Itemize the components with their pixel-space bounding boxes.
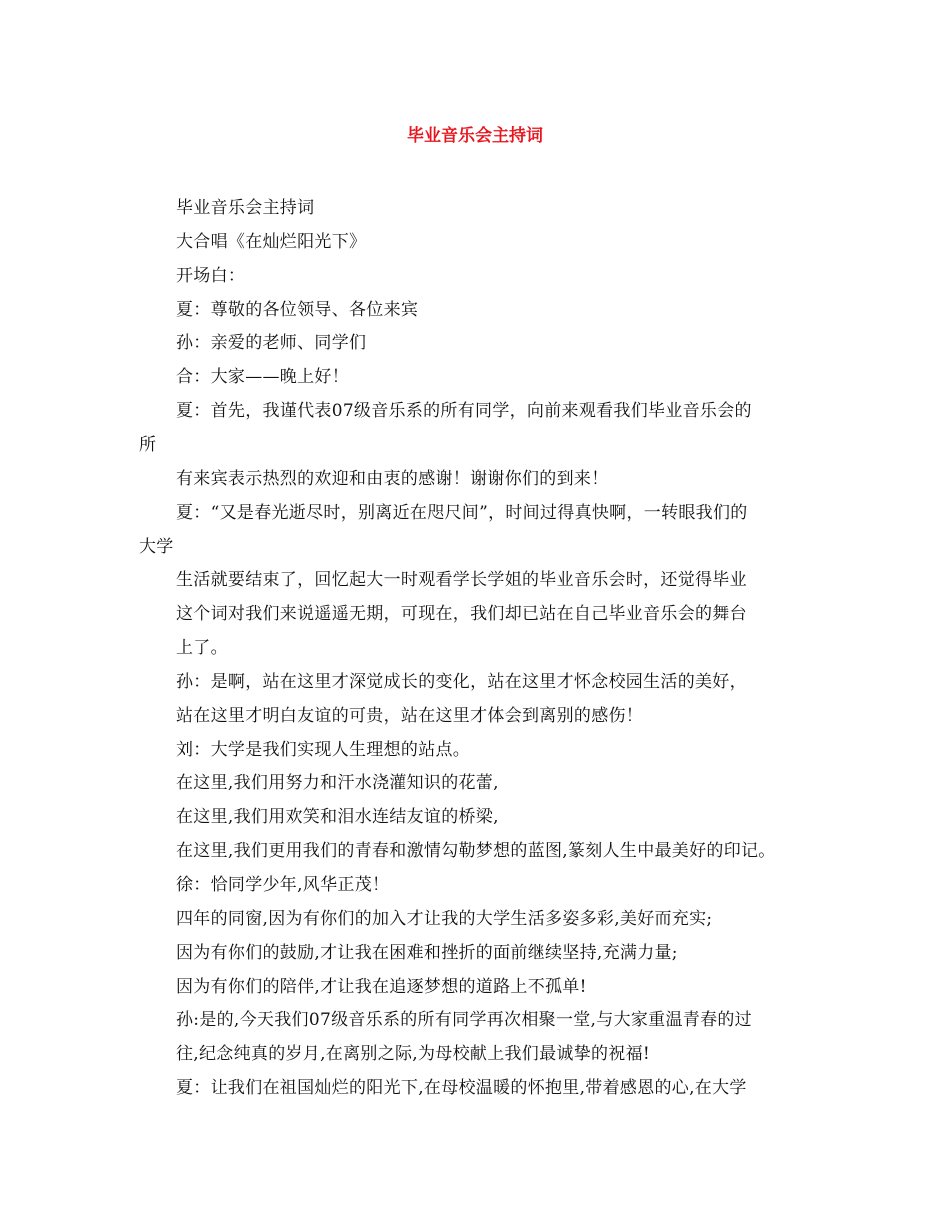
text-line: 上了。 — [176, 638, 228, 659]
text-line: 刘：大学是我们实现人生理想的站点。 — [176, 739, 471, 760]
text-line: 这个词对我们来说遥遥无期，可现在，我们却已站在自己毕业音乐会的舞台 — [176, 604, 747, 625]
text-line: 夏：“又是春光逝尽时，别离近在咫尺间”，时间过得真快啊，一转眼我们的 — [176, 502, 748, 523]
text-line: 所 — [139, 434, 157, 455]
text-line: 站在这里才明白友谊的可贵，站在这里才体会到离别的感伤！ — [176, 705, 644, 726]
text-line: 在这里,我们更用我们的青春和激情勾勒梦想的蓝图,篆刻人生中最美好的印记。 — [176, 841, 776, 862]
text-line: 徐：恰同学少年,风华正茂！ — [176, 875, 390, 895]
text-line: 因为有你们的鼓励,才让我在困难和挫折的面前继续坚持,充满力量; — [176, 942, 678, 963]
text-line: 孙：亲爱的老师、同学们 — [176, 333, 367, 354]
text-line: 毕业音乐会主持词 — [176, 198, 315, 218]
text-line: 在这里,我们用努力和汗水浇灌知识的花蕾, — [176, 773, 499, 794]
page-title: 毕业音乐会主持词 — [407, 126, 543, 146]
text-line: 生活就要结束了，回忆起大一时观看学长学姐的毕业音乐会时，还觉得毕业 — [176, 570, 747, 591]
text-line: 孙:是的,今天我们07级音乐系的所有同学再次相聚一堂,与大家重温青春的过 — [176, 1010, 752, 1031]
text-line: 夏：让我们在祖国灿烂的阳光下,在母校温暖的怀抱里,带着感恩的心,在大学 — [176, 1078, 747, 1099]
text-line: 在这里,我们用欢笑和泪水连结友谊的桥梁, — [176, 807, 499, 828]
text-line: 四年的同窗,因为有你们的加入才让我的大学生活多姿多彩,美好而充实; — [176, 908, 713, 929]
text-line: 大合唱《在灿烂阳光下》 — [176, 231, 367, 252]
text-line: 合：大家——晚上好！ — [176, 367, 349, 388]
text-line: 夏：首先，我谨代表07级音乐系的所有同学，向前来观看我们毕业音乐会的 — [176, 401, 752, 422]
text-line: 夏：尊敬的各位领导、各位来宾 — [176, 299, 419, 320]
text-line: 开场白： — [176, 265, 246, 286]
text-line: 因为有你们的陪伴,才让我在追逐梦想的道路上不孤单! — [176, 976, 587, 997]
text-line: 大学 — [139, 536, 174, 557]
text-line: 孙：是啊，站在这里才深觉成长的变化，站在这里才怀念校园生活的美好， — [176, 671, 747, 692]
text-line: 有来宾表示热烈的欢迎和由衷的感谢！谢谢你们的到来！ — [176, 468, 609, 489]
text-line: 往,纪念纯真的岁月,在离别之际,为母校献上我们最诚挚的祝福! — [176, 1044, 651, 1065]
